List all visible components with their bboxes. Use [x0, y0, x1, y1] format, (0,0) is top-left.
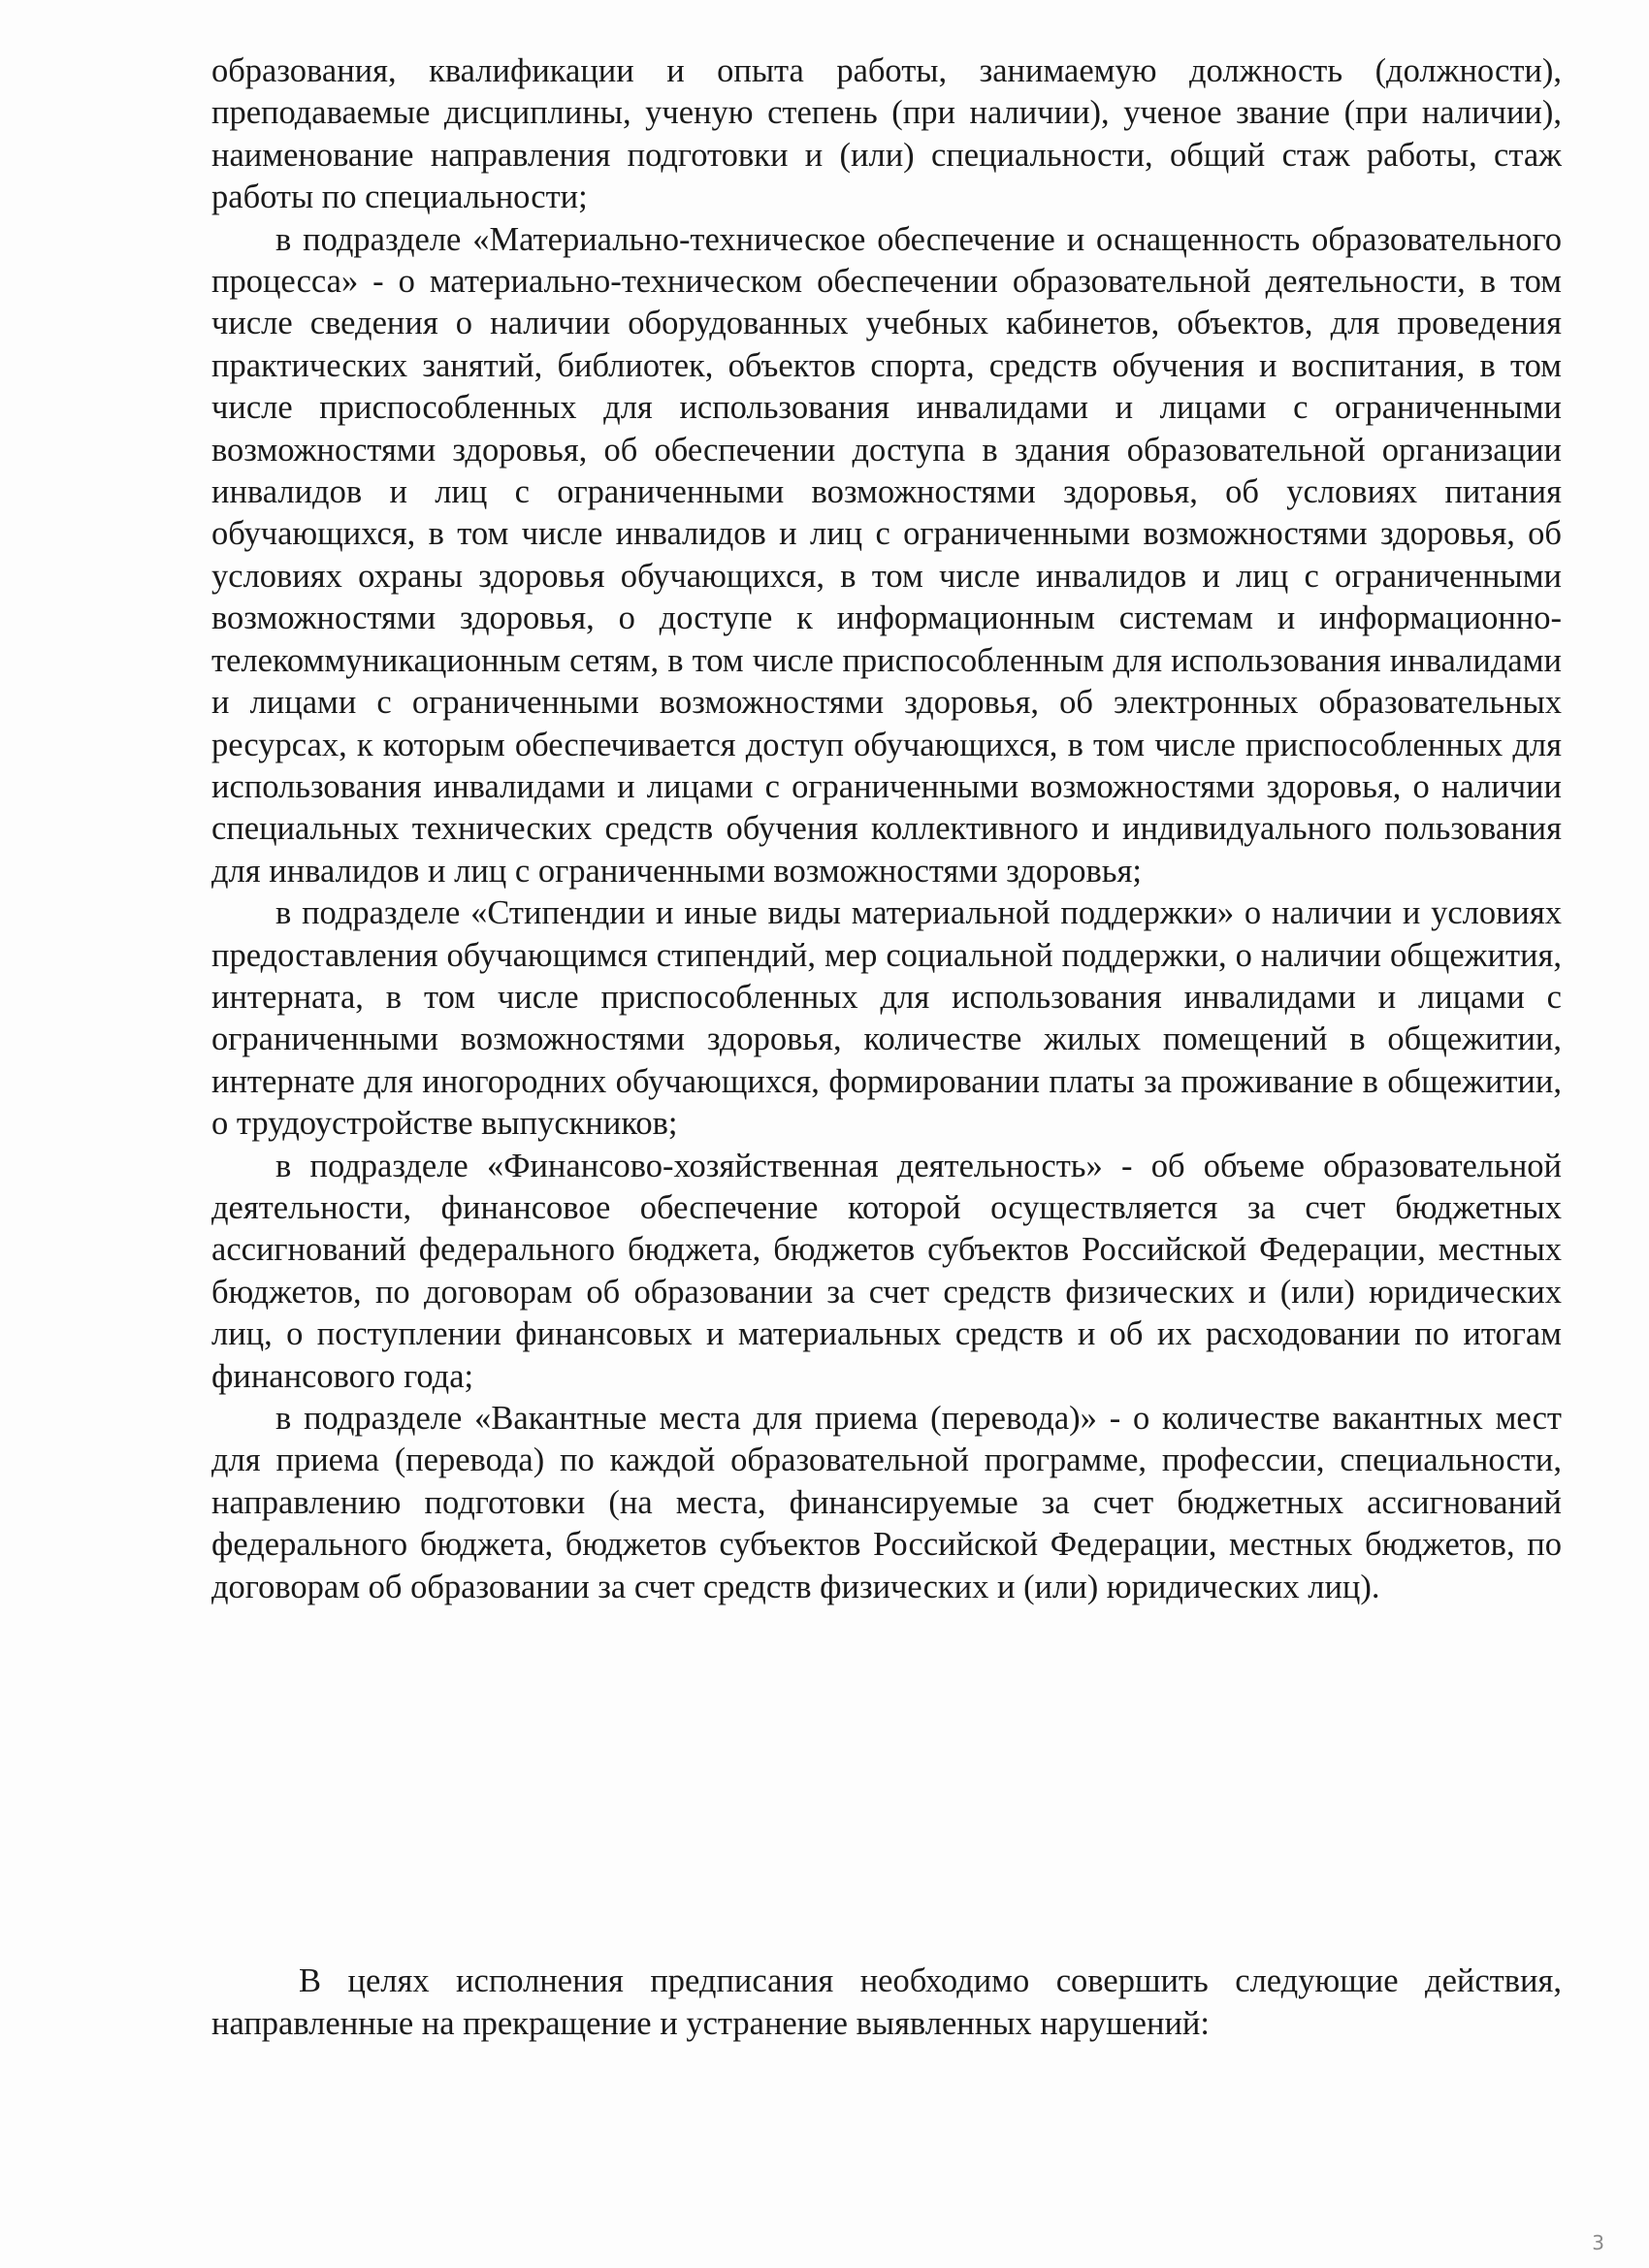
paragraph-vacant-places: в подразделе «Вакантные места для приема (перевода)» - о количестве вакантных мест для приема (перевода) по каждой образовательной программе, профессии, специальности, направлению подготовки (на места, финансируемые за счет бюджетных ассигнований федерального бюджета, бюджетов субъектов Российской Федерации, местных бюджетов, по договорам об образовании за счет средств физических и (или) юридических лиц).	[211, 1400, 1562, 1605]
paragraph-material-technical: в подразделе «Материально-техническое обеспечение и оснащенность образовательного процесса» - о материально-техническом обеспечении образовательной деятельности, в том числе сведения о наличии оборудованных учебных кабинетов, объектов, для проведения практических занятий, библиотек, объектов спорта, средств обучения и воспитания, в том числе приспособленных для использования инвалидами и лицами с ограниченными возможностями здоровья, об обеспечении доступа в здания образовательной организации инвалидов и лиц с ограниченными возможностями здоровья, об условиях питания обучающихся, в том числе инвалидов и лиц с ограниченными возможностями здоровья, об условиях охраны здоровья обучающихся, в том числе инвалидов и лиц с ограниченными возможностями здоровья, о доступе к информационным системам и информационно-телекоммуникационным сетям, в том числе приспособленным для использования инвалидами и лицами с ограниченными возможностями здоровья, об электронных образовательных ресурсах, к которым обеспечивается доступ обучающихся, в том числе приспособленных для использования инвалидами и лицами с ограниченными возможностями здоровья, о наличии специальных технических средств обучения коллективного и индивидуального пользования для инвалидов и лиц с ограниченными возможностями здоровья;	[211, 220, 1562, 890]
paragraph-staff-info: образования, квалификации и опыта работы, занимаемую должность (должности), преподаваемые дисциплины, ученую степень (при наличии), ученое звание (при наличии), наименование направления подготовки и (или) специальности, общий стаж работы, стаж работы по специальности;	[211, 52, 1562, 216]
paragraph-scholarships: в подразделе «Стипендии и иные виды материальной поддержки» о наличии и условиях предоставления обучающимся стипендий, мер социальной поддержки, о наличии общежития, интерната, в том числе приспособленных для использования инвалидами и лицами с ограниченными возможностями здоровья, количестве жилых помещений в общежитии, интернате для иногородних обучающихся, формировании платы за проживание в общежитии, о трудоустройстве выпускников;	[211, 894, 1562, 1143]
document-body	[211, 50, 1562, 1608]
paragraph-financial-activity: в подразделе «Финансово-хозяйственная деятельность» - об объеме образовательной деятельности, финансовое обеспечение которой осуществляется за счет бюджетных ассигнований федерального бюджета, бюджетов субъектов Российской Федерации, местных бюджетов, по договорам об образовании за счет средств физических и (или) юридических лиц, о поступлении финансовых и материальных средств и об их расходовании по итогам финансового года;	[211, 1147, 1562, 1395]
paragraph-conclusion: В целях исполнения предписания необходимо совершить следующие действия, направленные на прекращение и устранение выявленных нарушений:	[211, 1962, 1562, 2042]
page-number: 3	[1592, 2231, 1604, 2254]
